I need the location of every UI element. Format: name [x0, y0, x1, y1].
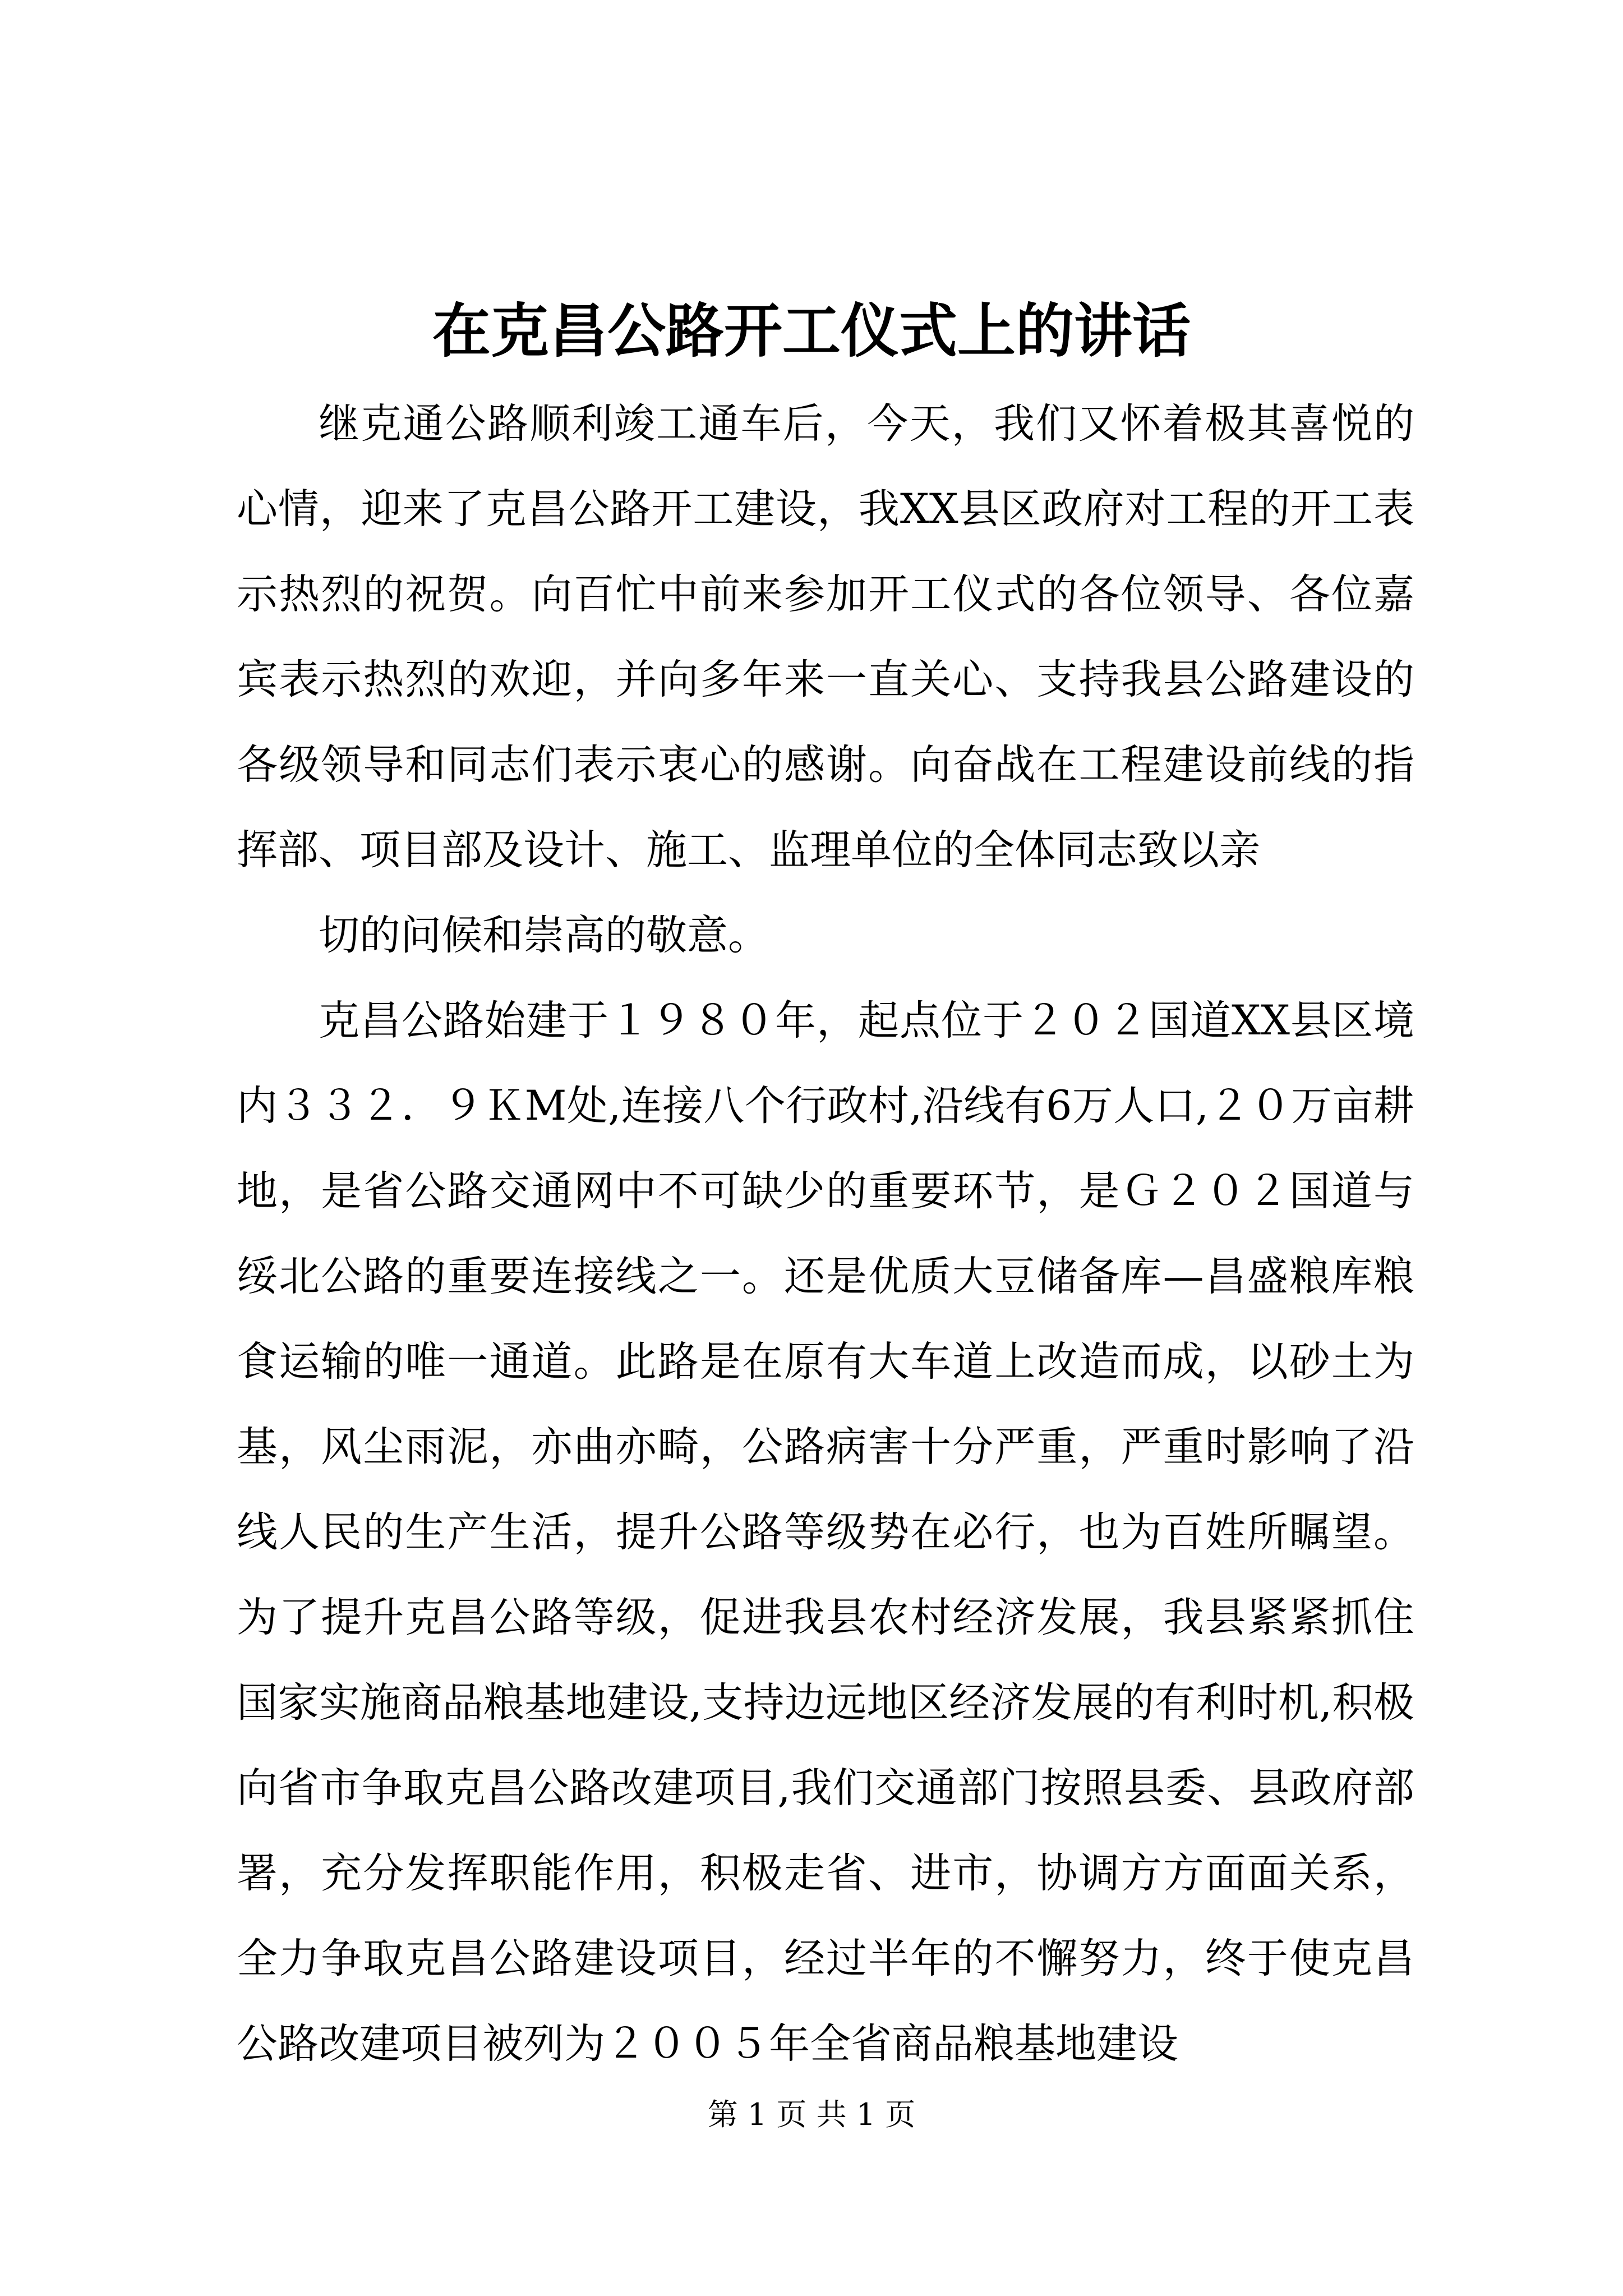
page-number-footer: 第 1 页 共 1 页: [707, 2097, 916, 2132]
paragraph-opening: 继克通公路顺利竣工通车后，今天，我们又怀着极其喜悦的心情，迎来了克昌公路开工建设，我XX县区政府对工程的开工表示热烈的祝贺。向百忙中前来参加开工仪式的各位领导、各位嘉宾表示热烈的欢迎，并向多年来一直关心、支持我县公路建设的各级领导和同志们表示衷心的感谢。向奋战在工程建设前线的指挥部、项目部及设计、施工、监理单位的全体同志致以亲: [237, 400, 1414, 874]
document-body: [237, 381, 1414, 2087]
paragraph-greeting: 切的问候和崇高的敬意。: [319, 912, 769, 959]
document-title: 在克昌公路开工仪式上的讲话: [432, 296, 1191, 365]
paragraph-history: 克昌公路始建于１９８０年，起点位于２０２国道XX县区境内３３２．９ＫM处,连接八个行政村,沿线有6万人口,２０万亩耕地，是省公路交通网中不可缺少的重要环节，是Ｇ２０２国道与绥北公路的重要连接线之一。还是优质大豆储备库—昌盛粮库粮食运输的唯一通道。此路是在原有大车道上改造而成，以砂土为基，风尘雨泥，亦曲亦畸，公路病害十分严重，严重时影响了沿线人民的生产生活，提升公路等级势在必行，也为百姓所瞩望。为了提升克昌公路等级，促进我县农村经济发展，我县紧紧抓住国家实施商品粮基地建设,支持边远地区经济发展的有利时机,积极向省市争取克昌公路改建项目,我们交通部门按照县委、县政府部署，充分发挥职能作用，积极走省、进市，协调方方面面关系，全力争取克昌公路建设项目，经过半年的不懈努力，终于使克昌公路改建项目被列为２００５年全省商品粮基地建设: [237, 997, 1414, 2068]
